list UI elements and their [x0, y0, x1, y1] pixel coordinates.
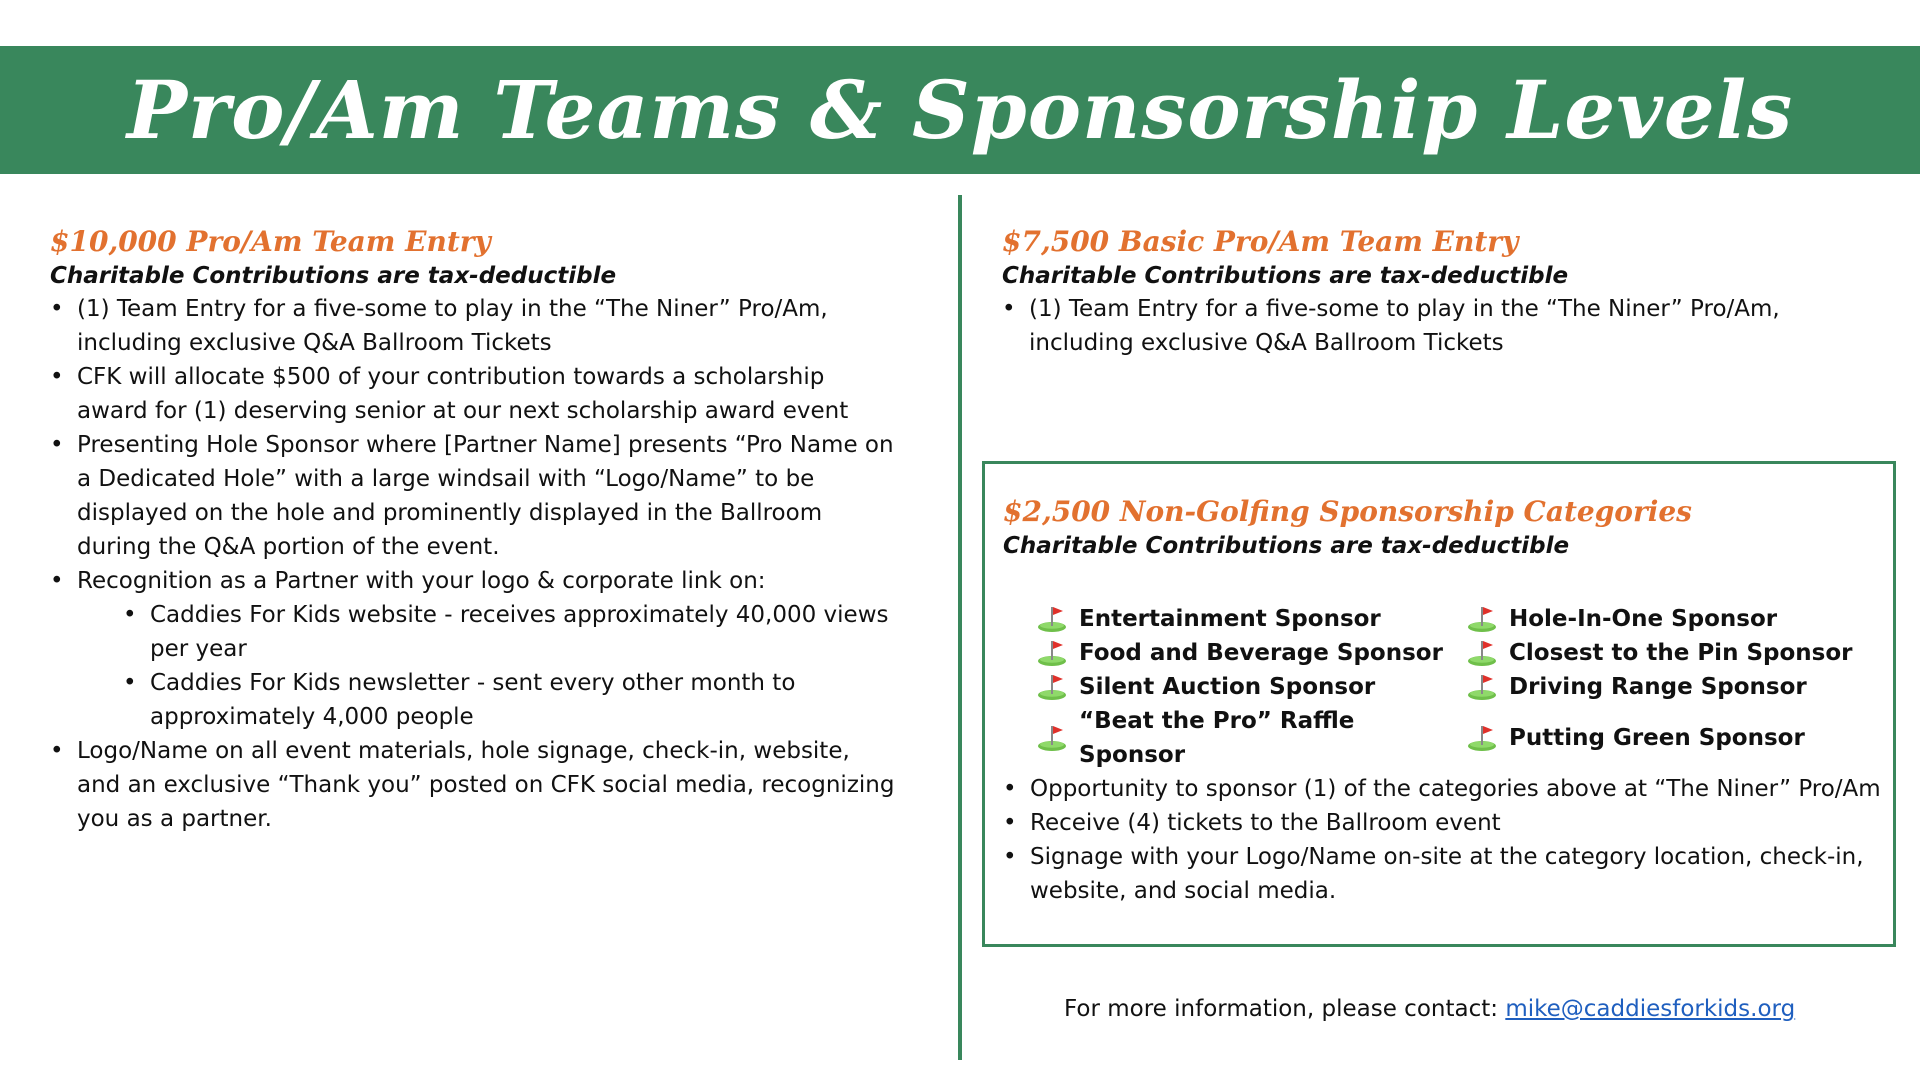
golf-flag-icon: [1467, 639, 1497, 667]
sponsorship-bullet-list: [1003, 772, 1883, 908]
sponsorship-box: [982, 461, 1896, 947]
sub-list-item: • Caddies For Kids newsletter - sent every other month to approximately 4,000 people: [123, 666, 900, 734]
category-label: Food and Beverage Sponsor: [1079, 640, 1443, 666]
category-label: Silent Auction Sponsor: [1079, 674, 1376, 700]
golf-flag-icon: [1467, 673, 1497, 701]
page-title: Pro/Am Teams & Sponsorship Levels: [126, 63, 1794, 157]
contact-email-link[interactable]: mike@caddiesforkids.org: [1505, 996, 1796, 1022]
sub-list-item: • Caddies For Kids website - receives approximately 40,000 views per year: [123, 598, 900, 666]
sponsorship-subheading: Charitable Contributions are tax-deductible: [1003, 533, 1570, 559]
list-item: • CFK will allocate $500 of your contribution towards a scholarship award for (1) deserving senior at our next scholarship award event: [50, 360, 900, 428]
contact-line: [1064, 992, 1795, 1026]
right-subheading: Charitable Contributions are tax-deductible: [1002, 263, 1569, 289]
golf-flag-icon: [1037, 724, 1067, 752]
category-item: [1467, 602, 1887, 636]
category-item: [1037, 636, 1467, 670]
golf-flag-icon: [1037, 673, 1067, 701]
category-label: “Beat the Pro” Raffle Sponsor: [1079, 708, 1355, 768]
sponsorship-box-content: [1003, 494, 1883, 908]
golf-flag-icon: [1037, 605, 1067, 633]
list-item: • Receive (4) tickets to the Ballroom event: [1003, 806, 1883, 840]
column-divider: [958, 195, 962, 1060]
left-bullet-list: [50, 292, 900, 836]
golf-flag-icon: [1467, 724, 1497, 752]
category-label: Driving Range Sponsor: [1509, 674, 1807, 700]
sponsorship-categories: [1037, 602, 1883, 772]
right-bullet-list: [1002, 292, 1882, 360]
category-item: [1037, 670, 1467, 704]
right-heading: $7,500 Basic Pro/Am Team Entry: [1002, 225, 1519, 258]
category-label: Hole-In-One Sponsor: [1509, 606, 1778, 632]
category-item: [1467, 704, 1887, 772]
category-item: [1037, 602, 1467, 636]
left-heading: $10,000 Pro/Am Team Entry: [50, 225, 491, 258]
list-item: • (1) Team Entry for a five-some to play in the “The Niner” Pro/Am, including exclusive Q&A Ballroom Tickets: [1002, 292, 1882, 360]
category-label: Closest to the Pin Sponsor: [1509, 640, 1853, 666]
left-column: [50, 224, 900, 836]
sub-bullet-list: [123, 598, 900, 734]
right-column: [1002, 224, 1882, 360]
sponsorship-heading: $2,500 Non-Golfing Sponsorship Categories: [1003, 495, 1692, 528]
list-item-recognition: [50, 564, 900, 734]
golf-flag-icon: [1037, 639, 1067, 667]
category-item: [1467, 636, 1887, 670]
list-item: • Signage with your Logo/Name on-site at the category location, check-in, website, and social media.: [1003, 840, 1883, 908]
list-item-text: Recognition as a Partner with your logo & corporate link on:: [77, 568, 766, 594]
category-label: Putting Green Sponsor: [1509, 725, 1805, 751]
golf-flag-icon: [1467, 605, 1497, 633]
list-item: • Opportunity to sponsor (1) of the categories above at “The Niner” Pro/Am: [1003, 772, 1883, 806]
title-banner: [0, 46, 1920, 174]
left-subheading: Charitable Contributions are tax-deductible: [50, 263, 617, 289]
list-item: • Logo/Name on all event materials, hole signage, check-in, website, and an exclusive “Thank you” posted on CFK social media, recognizing you as a partner.: [50, 734, 900, 836]
category-item: [1037, 704, 1467, 772]
contact-label: For more information, please contact:: [1064, 996, 1506, 1022]
category-label: Entertainment Sponsor: [1079, 606, 1381, 632]
list-item: • Presenting Hole Sponsor where [Partner Name] presents “Pro Name on a Dedicated Hole” with a large windsail with “Logo/Name” to be displayed on the hole and prominently displayed in the Ballroom during the Q&A portion of the event.: [50, 428, 900, 564]
list-item: • (1) Team Entry for a five-some to play in the “The Niner” Pro/Am, including exclusive Q&A Ballroom Tickets: [50, 292, 900, 360]
category-item: [1467, 670, 1887, 704]
